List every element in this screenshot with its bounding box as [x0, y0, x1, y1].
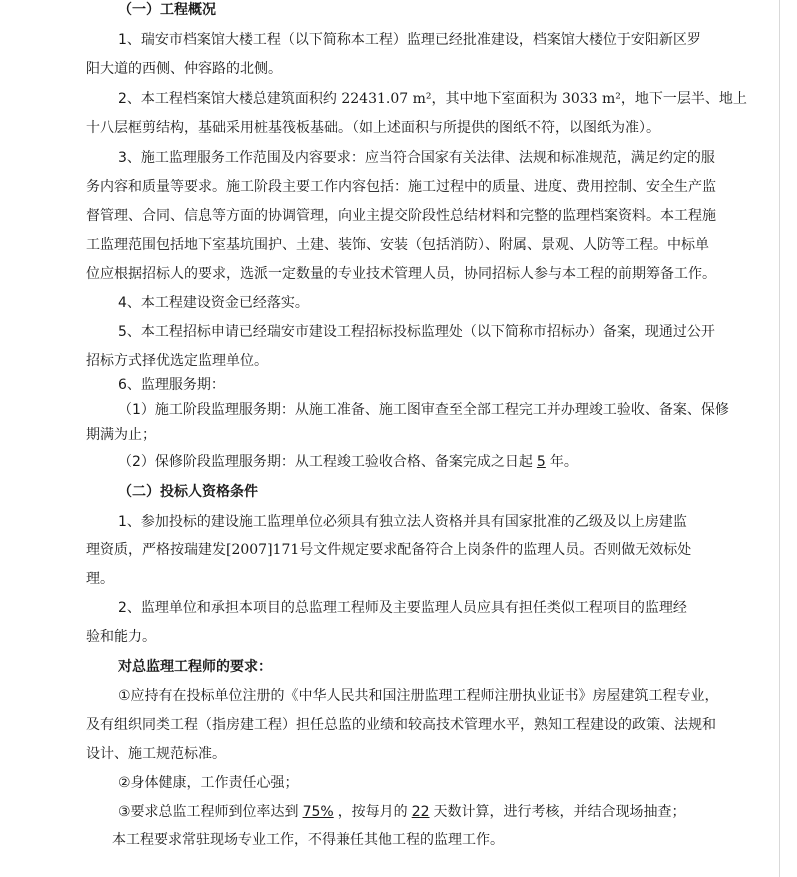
attendance-rate-line [118, 802, 686, 822]
text-span: ，其中地下室面积为 [431, 91, 562, 107]
paragraph-line: 4、本工程建设资金已经落实。 [118, 295, 309, 311]
paragraph-line: 期满为止； [86, 427, 156, 443]
paragraph-line: 理。 [86, 571, 114, 587]
paragraph-line: 验和能力。 [86, 629, 156, 645]
paragraph-line: 十八层框剪结构，基础采用桩基筏板基础。（如上述面积与所提供的图纸不符，以图纸为准）。 [86, 120, 660, 136]
paragraph-line: （1）施工阶段监理服务期：从施工准备、施工图审查至全部工程完工并办理竣工验收、备案、保修 [118, 402, 729, 418]
basement-area-value: 3033 m² [561, 91, 621, 107]
paragraph-line: 3、施工监理服务工作范围及内容要求：应当符合国家有关法律、法规和标准规范，满足约定的服 [118, 150, 715, 166]
warranty-period-line [118, 452, 578, 472]
text-span: 2、本工程档案馆大楼总建筑面积约 [118, 91, 342, 107]
paragraph-line: 位应根据招标人的要求，选派一定数量的专业技术管理人员，协同招标人参与本工程的前期筹备工作。 [86, 266, 716, 282]
paragraph-line: 工监理范围包括地下室基坑围护、土建、装饰、安装（包括消防）、附属、景观、人防等工程。中标单 [86, 237, 709, 253]
text-span: （2）保修阶段监理服务期：从工程竣工验收合格、备案完成之日起 [118, 454, 533, 470]
paragraph-line: ②身体健康，工作责任心强； [118, 775, 299, 791]
text-span: ，按每月的 [337, 804, 408, 820]
paragraph-line: 6、监理服务期： [118, 377, 225, 393]
page-edge-line [779, 0, 780, 877]
paragraph-line: 2、监理单位和承担本项目的总监理工程师及主要监理人员应具有担任类似工程项目的监理经 [118, 600, 687, 616]
text-span: ，地下一层半、地上 [620, 91, 747, 107]
section-heading-qualification: （二）投标人资格条件 [118, 484, 258, 500]
days-value: 22 [411, 804, 430, 820]
text-span: 年。 [549, 454, 578, 470]
text-span: 号文件规定要求配备符合上岗条件的监理人员。否则做无效标处 [299, 542, 692, 558]
paragraph-line: 5、本工程招标申请已经瑞安市建设工程招标投标监理处（以下简称市招标办）备案，现通过公开 [118, 324, 715, 340]
total-area-value: 22431.07 m² [341, 91, 432, 107]
paragraph-area [118, 89, 747, 109]
paragraph-line: 务内容和质量等要求。施工阶段主要工作内容包括：施工过程中的质量、进度、费用控制、安全生产监 [86, 179, 716, 195]
paragraph-line: 1、瑞安市档案馆大楼工程（以下简称本工程）监理已经批准建设，档案馆大楼位于安阳新区罗 [118, 32, 701, 48]
paragraph-line: 1、参加投标的建设施工监理单位必须具有独立法人资格并具有国家批准的乙级及以上房建监 [118, 514, 687, 530]
section-heading-overview: （一）工程概况 [118, 2, 216, 18]
doc-number-line [86, 540, 691, 560]
document-number: [2007]171 [226, 542, 300, 558]
text-span: 理资质，严格按瑞建发 [86, 542, 226, 558]
paragraph-line: 本工程要求常驻现场专业工作，不得兼任其他工程的监理工作。 [112, 832, 504, 848]
paragraph-line: 设计、施工规范标准。 [86, 746, 226, 762]
chief-engineer-heading: 对总监理工程师的要求： [118, 659, 272, 675]
paragraph-line: 阳大道的西侧、仲容路的北侧。 [86, 61, 282, 77]
paragraph-line: 及有组织同类工程（指房建工程）担任总监的业绩和较高技术管理水平，熟知工程建设的政策、法规和 [86, 717, 716, 733]
paragraph-line: 督管理、合同、信息等方面的协调管理，向业主提交阶段性总结材料和完整的监理档案资料。本工程施 [86, 208, 716, 224]
warranty-years-value: 5 [536, 454, 546, 470]
paragraph-line: 招标方式择优选定监理单位。 [86, 353, 268, 369]
paragraph-line: ①应持有在投标单位注册的《中华人民共和国注册监理工程师注册执业证书》房屋建筑工程专业， [118, 688, 719, 704]
attendance-rate-value: 75% [302, 804, 334, 820]
text-span: ③要求总监工程师到位率达到 [118, 804, 299, 820]
text-span: 天数计算，进行考核，并结合现场抽查； [433, 804, 686, 820]
